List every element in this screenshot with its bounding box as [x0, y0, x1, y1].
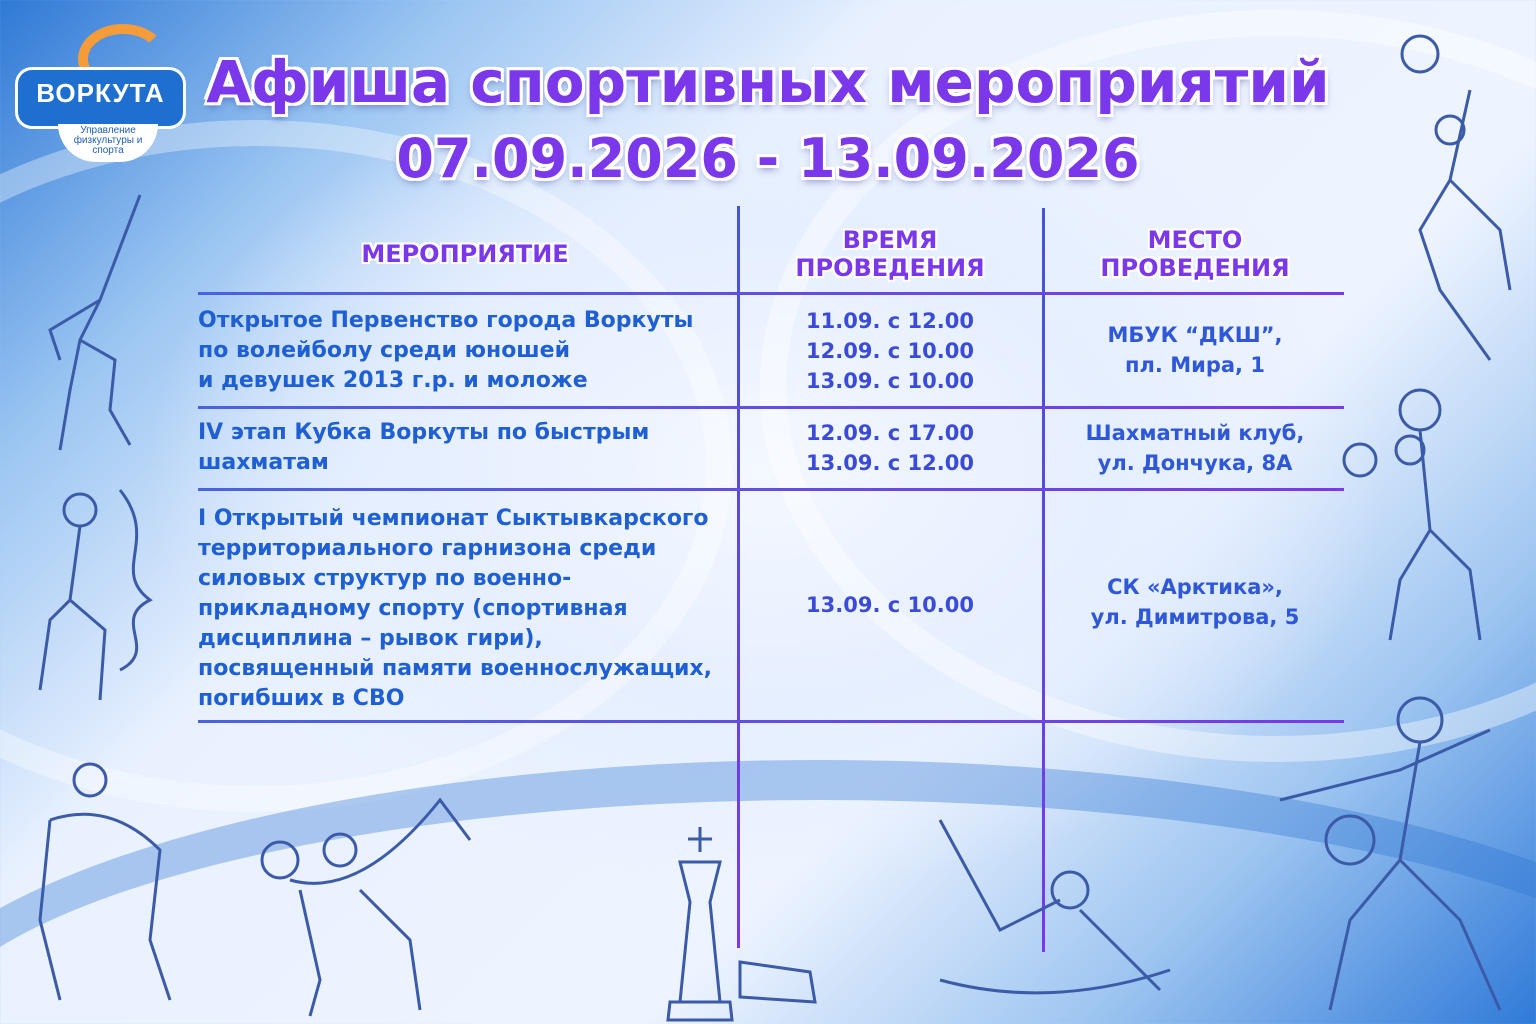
table-divider	[198, 406, 1344, 409]
football-player-icon	[1270, 690, 1520, 1020]
column-header-place: МЕСТО ПРОВЕДЕНИЯ	[1100, 226, 1290, 282]
table-divider	[198, 292, 1344, 295]
karate-icon	[20, 190, 160, 460]
time-cell: 11.09. с 12.00 12.09. с 10.00 13.09. с 10.00	[806, 309, 974, 393]
page-title: Афиша спортивных мероприятий	[206, 48, 1330, 116]
chess-pieces-icon	[640, 822, 830, 1022]
judo-icon	[20, 760, 200, 1010]
boxer-icon	[1340, 380, 1490, 650]
column-header-time: ВРЕМЯ ПРОВЕДЕНИЯ	[795, 226, 985, 282]
time-cell: 12.09. с 17.00 13.09. с 12.00	[806, 421, 974, 475]
wrestlers-icon	[240, 780, 490, 1020]
logo-word: ВОРКУТА	[36, 78, 165, 108]
volleyball-player-icon	[1380, 30, 1520, 370]
table-divider	[198, 720, 1344, 723]
place-cell: МБУК “ДКШ”, пл. Мира, 1	[1107, 323, 1283, 377]
place-cell: Шахматный клуб, ул. Дончука, 8А	[1085, 421, 1305, 475]
table-divider	[198, 488, 1344, 491]
logo	[18, 22, 183, 156]
date-range: 07.09.2026 - 13.09.2026	[396, 127, 1140, 190]
event-cell: Открытое Первенство города Воркуты по волейболу среди юношей и девушек 2013 г.р. и моложе	[198, 308, 694, 393]
logo-subtitle: Управление физкультуры и спорта	[58, 124, 158, 162]
gymnast-icon	[10, 480, 170, 710]
event-cell: I Открытый чемпионат Сыктывкарского территориального гарнизона среди силовых структур по военно- прикладному спорту (спортивная дисциплина – рывок гири), посвященный памяти военнослужащих, погибших в СВО	[198, 506, 712, 711]
place-cell: СК «Арктика», ул. Димитрова, 5	[1090, 575, 1300, 629]
column-header-event: МЕРОПРИЯТИЕ	[361, 240, 569, 268]
event-cell: IV этап Кубка Воркуты по быстрым шахматам	[198, 420, 650, 475]
time-cell: 13.09. с 10.00	[806, 593, 974, 617]
swimmer-icon	[920, 810, 1180, 1020]
